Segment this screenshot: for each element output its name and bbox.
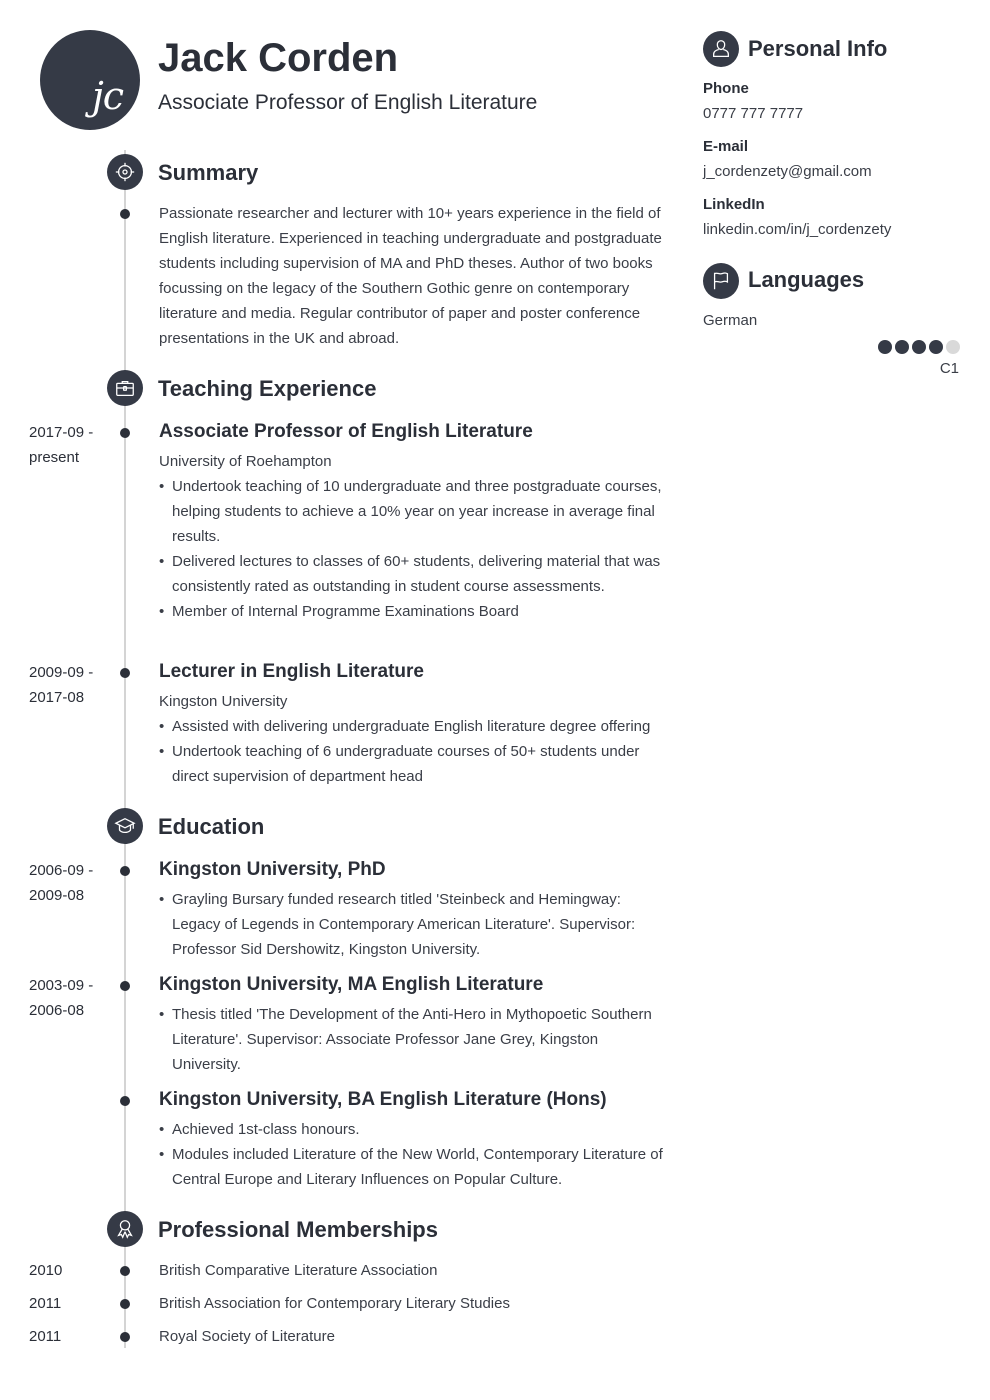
exp-2-date	[29, 660, 93, 710]
edu-1-title: Kingston University, PhD	[159, 859, 386, 880]
edu-3-bullets	[159, 1117, 669, 1192]
rating-dot-filled	[878, 340, 892, 354]
bullet-item: • Assisted with delivering undergraduate English literature degree offering	[159, 714, 669, 739]
bullet-item: • Member of Internal Programme Examinations Board	[159, 599, 669, 624]
exp-2-org: Kingston University	[159, 693, 288, 710]
edu-1-date	[29, 858, 93, 908]
date-start: 2006-09 -	[29, 862, 94, 879]
bullet-item: • Undertook teaching of 6 undergraduate courses of 50+ students under direct supervision of department head	[159, 739, 669, 789]
edu-3-title: Kingston University, BA English Literature (Hons)	[159, 1089, 607, 1110]
timeline-line	[124, 150, 126, 1348]
phone-label: Phone	[703, 80, 749, 97]
membership-2-year: 2011	[29, 1295, 62, 1312]
membership-1-year: 2010	[29, 1262, 63, 1279]
date-start: 2017-09 -	[29, 424, 94, 441]
monogram-avatar	[40, 30, 140, 130]
exp-1-title: Associate Professor of English Literature	[159, 421, 533, 442]
timeline-dot	[120, 981, 130, 991]
date-end: 2009-08	[29, 887, 85, 904]
bullet-item: • Thesis titled 'The Development of the Anti-Hero in Mythopoetic Southern Literature'. Supervisor: Associate Professor Jane Grey, Kingston University.	[159, 1002, 669, 1077]
target-icon	[107, 154, 143, 190]
date-end: 2006-08	[29, 1002, 85, 1019]
graduation-cap-icon	[107, 808, 143, 844]
candidate-title: Associate Professor of English Literature	[158, 91, 538, 114]
edu-2-bullets	[159, 1002, 669, 1077]
flag-icon	[703, 263, 739, 299]
rating-dot-filled	[895, 340, 909, 354]
section-title-languages: Languages	[748, 267, 865, 292]
date-end: present	[29, 449, 80, 466]
timeline-dot	[120, 866, 130, 876]
award-ribbon-icon	[107, 1211, 143, 1247]
exp-1-date	[29, 420, 93, 470]
bullet-item: • Achieved 1st-class honours.	[159, 1117, 669, 1142]
linkedin-value[interactable]: linkedin.com/in/j_cordenzety	[703, 221, 892, 238]
monogram-initials: jc	[92, 74, 124, 118]
bullet-item: • Modules included Literature of the New World, Contemporary Literature of Central Europe and Literary Influences on Popular Culture.	[159, 1142, 669, 1192]
exp-2-bullets	[159, 714, 669, 789]
linkedin-label: LinkedIn	[703, 196, 765, 213]
edu-2-title: Kingston University, MA English Literature	[159, 974, 544, 995]
phone-value: 0777 777 7777	[703, 105, 804, 122]
bullet-item: • Undertook teaching of 10 undergraduate and three postgraduate courses, helping students to achieve a 10% year on year increase in average final results.	[159, 474, 669, 549]
section-title-summary: Summary	[158, 160, 259, 185]
timeline-dot	[120, 209, 130, 219]
section-title-experience: Teaching Experience	[158, 376, 377, 401]
timeline-dot	[120, 1332, 130, 1342]
bullet-item: • Delivered lectures to classes of 60+ students, delivering material that was consistently rated as outstanding in student course assessments.	[159, 549, 669, 599]
membership-1-name: British Comparative Literature Association	[159, 1262, 438, 1279]
language-level: C1	[939, 360, 959, 377]
timeline-dot	[120, 1096, 130, 1106]
email-label: E-mail	[703, 138, 749, 155]
language-rating	[878, 340, 960, 354]
membership-3-name: Royal Society of Literature	[159, 1328, 335, 1345]
date-start: 2009-09 -	[29, 664, 94, 681]
timeline-dot	[120, 428, 130, 438]
section-title-personal-info: Personal Info	[748, 36, 888, 61]
section-title-education: Education	[158, 814, 265, 839]
membership-2-name: British Association for Contemporary Literary Studies	[159, 1295, 510, 1312]
rating-dot-empty	[946, 340, 960, 354]
timeline-dot	[120, 668, 130, 678]
timeline-dot	[120, 1299, 130, 1309]
section-title-memberships: Professional Memberships	[158, 1217, 438, 1242]
rating-dot-filled	[912, 340, 926, 354]
exp-1-bullets	[159, 474, 669, 624]
membership-3-year: 2011	[29, 1328, 62, 1345]
email-value[interactable]: j_cordenzety@gmail.com	[703, 163, 872, 180]
timeline-dot	[120, 1266, 130, 1276]
exp-1-org: University of Roehampton	[159, 453, 332, 470]
edu-1-bullets	[159, 887, 669, 962]
user-icon	[703, 31, 739, 67]
edu-2-date	[29, 973, 93, 1023]
date-end: 2017-08	[29, 689, 85, 706]
summary-text: Passionate researcher and lecturer with 10+ years experience in the field of English literature. Experienced in teaching undergraduate and postgraduate students including supervision of MA and PhD theses. Author of two books focussing on the legacy of the Southern Gothic genre on contemporary literature and media. Regular contributor of paper and poster conference presentations in the UK and abroad.	[159, 205, 662, 347]
exp-2-title: Lecturer in English Literature	[159, 661, 424, 682]
rating-dot-filled	[929, 340, 943, 354]
briefcase-icon	[107, 370, 143, 406]
language-name: German	[703, 312, 758, 329]
candidate-name: Jack Corden	[158, 36, 399, 80]
date-start: 2003-09 -	[29, 977, 94, 994]
bullet-item: • Grayling Bursary funded research titled 'Steinbeck and Hemingway: Legacy of Legends in Contemporary American Literature'. Supervisor: Professor Sid Dershowitz, Kingston University.	[159, 887, 669, 962]
